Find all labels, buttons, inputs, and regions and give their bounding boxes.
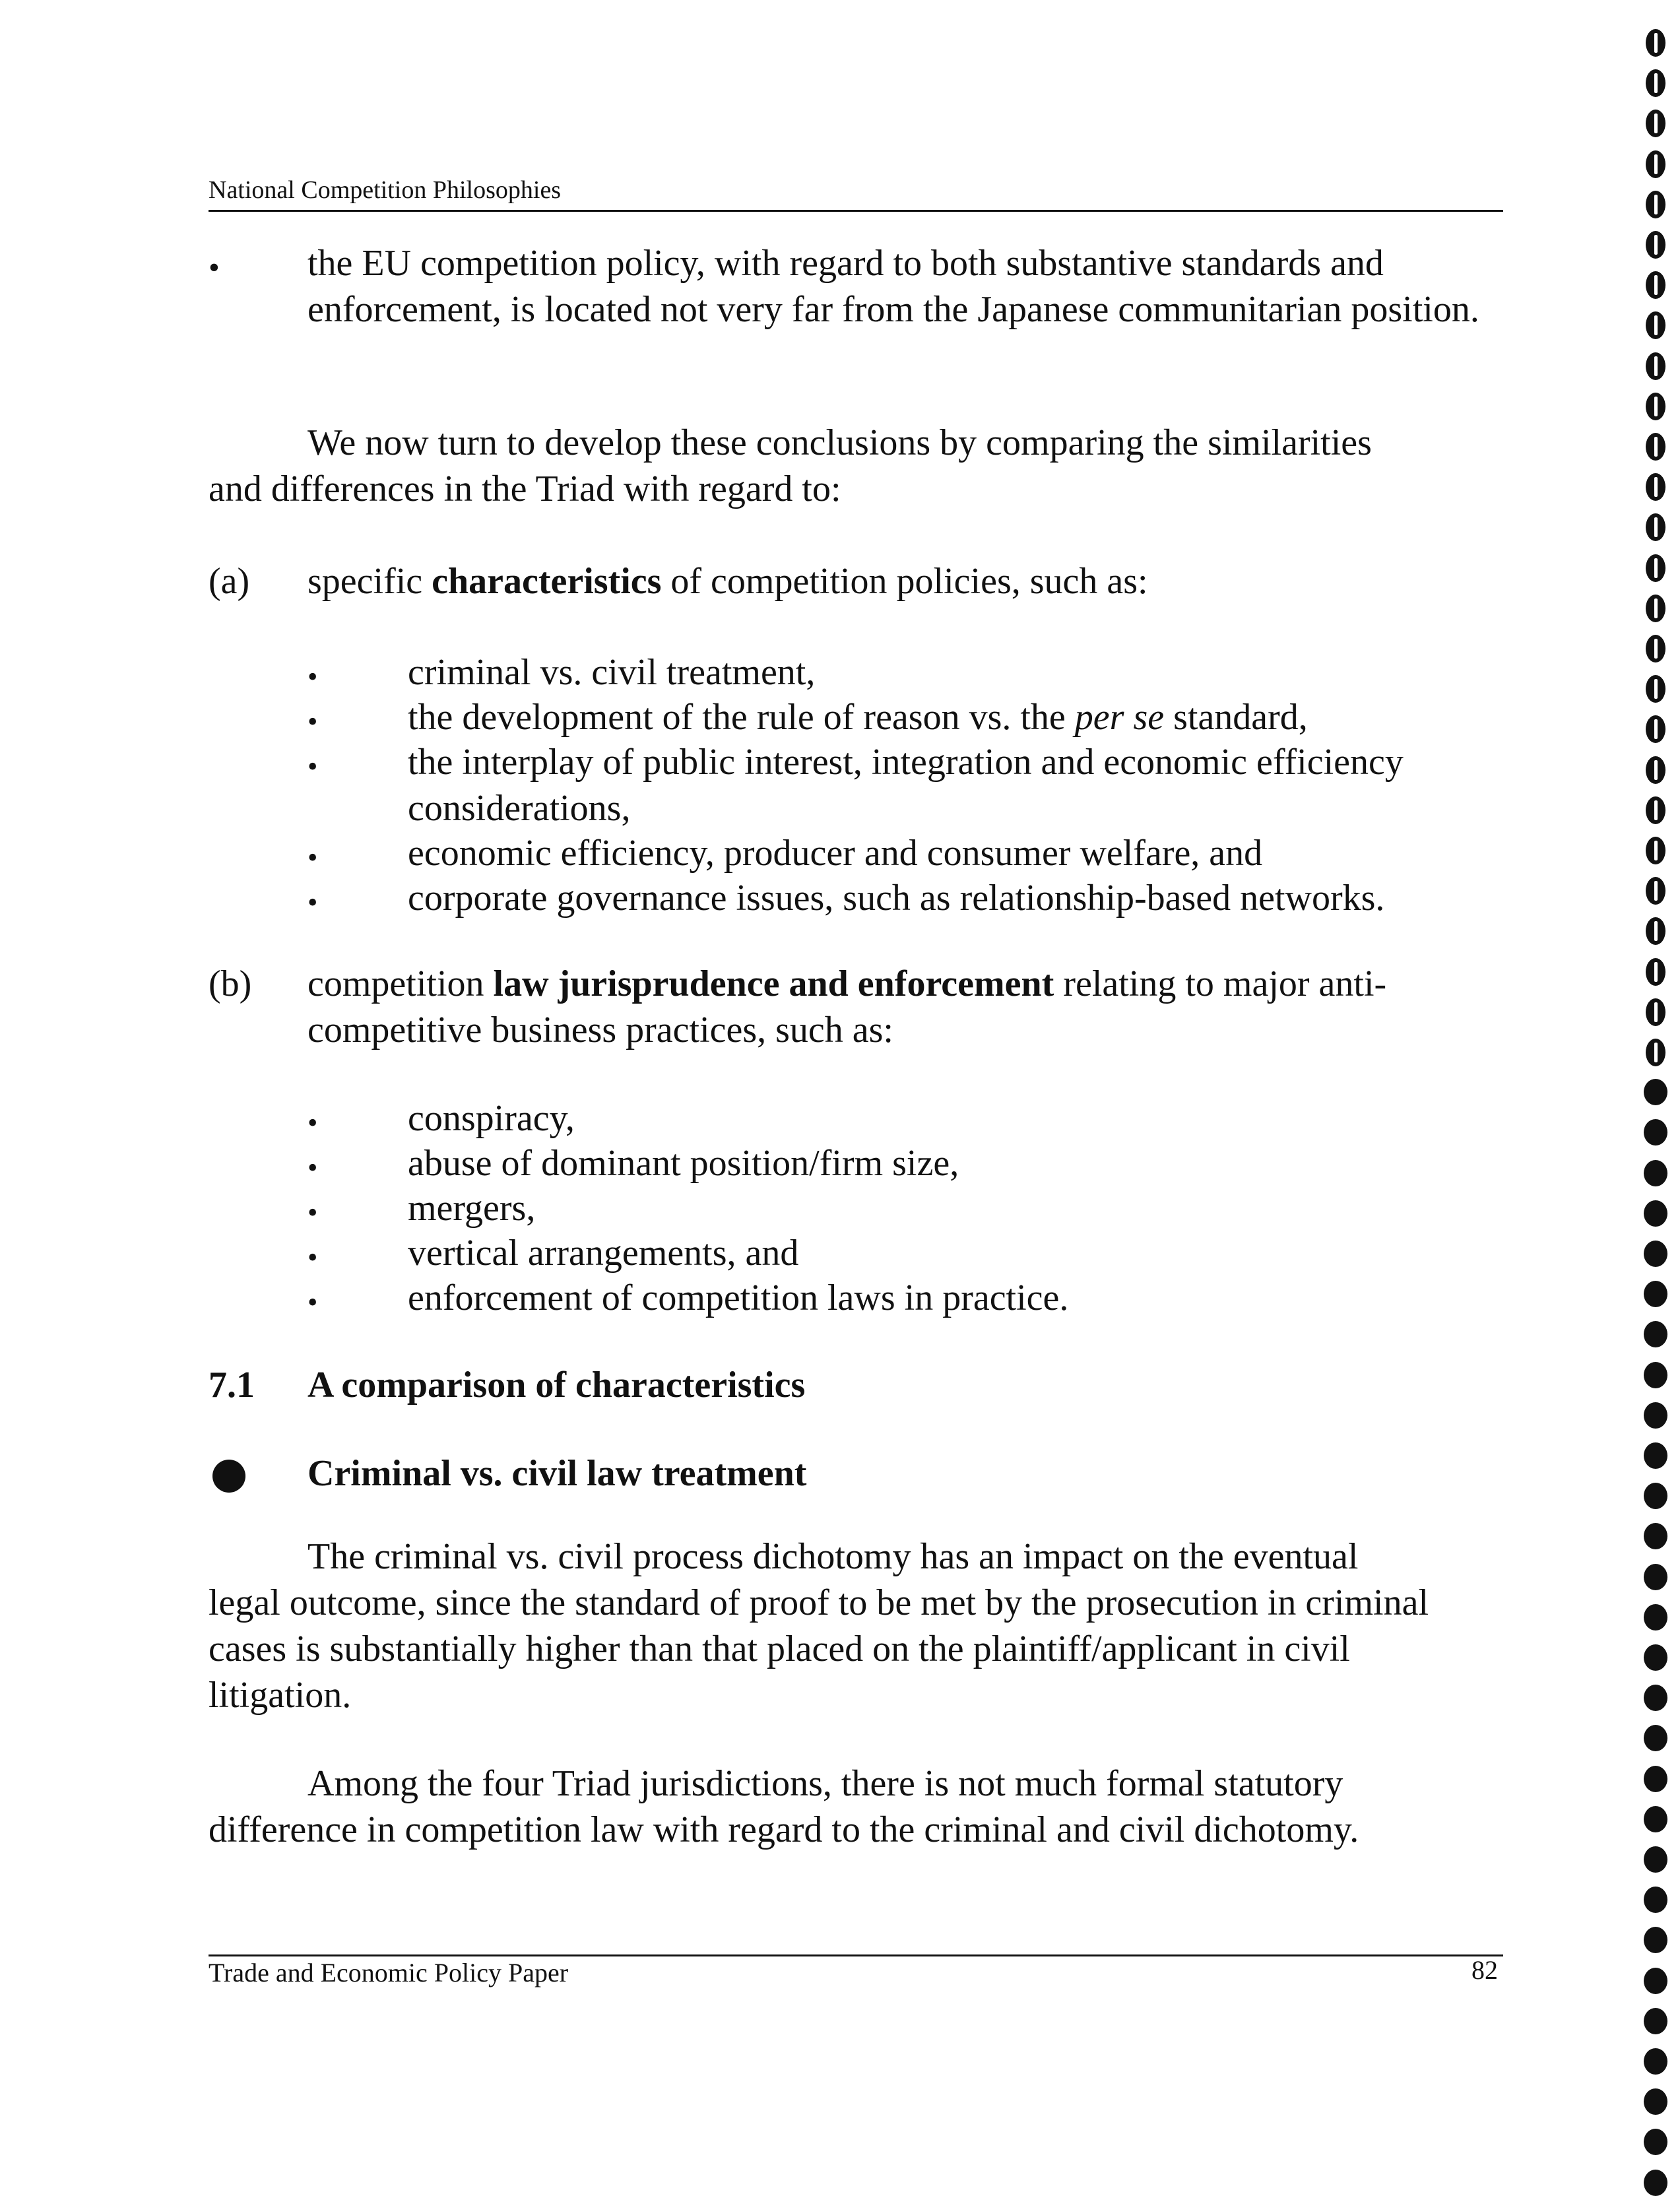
binding-hole-icon <box>1644 1402 1667 1429</box>
list-item: criminal vs. civil treatment, <box>408 652 816 693</box>
item-text-after: standard, <box>1164 697 1308 738</box>
item-text-italic: per se <box>1074 697 1165 738</box>
binding-hole-icon <box>1646 837 1665 864</box>
binding-hole-icon <box>1644 2129 1667 2155</box>
section-b-line1-post: relating to major anti- <box>1054 963 1387 1004</box>
list-item: abuse of dominant position/firm size, <box>408 1143 959 1184</box>
binding-hole-icon <box>1646 191 1665 218</box>
binding-hole-icon <box>1646 595 1665 622</box>
binding-hole-icon <box>1644 1362 1667 1388</box>
binding-hole-icon <box>1646 393 1665 420</box>
intro-bullet-text: the EU competition policy, with regard to both substantive standards and enforcement, is located not very far from the Japanese communitarian position. <box>307 243 1479 330</box>
binding-hole-icon <box>1644 1442 1667 1469</box>
list-item: enforcement of competition laws in practice. <box>408 1277 1069 1318</box>
bullet-marker: • <box>307 705 318 738</box>
section-b-bold: law jurisprudence and enforcement <box>493 963 1054 1004</box>
section-number: 7.1 <box>209 1365 255 1405</box>
bullet-marker: • <box>307 1286 318 1318</box>
binding-hole-icon <box>1644 1685 1667 1711</box>
bullet-marker: • <box>307 1107 318 1139</box>
section-a-post: of competition policies, such as: <box>661 561 1148 602</box>
binding-hole-icon <box>1644 1483 1667 1509</box>
section-b-intro <box>307 961 1495 1053</box>
binding-hole-icon <box>1644 1927 1667 1953</box>
binding-hole-icon <box>1646 110 1665 137</box>
binding-hole-icon <box>1644 1604 1667 1631</box>
binding-hole-icon <box>1646 1039 1665 1066</box>
paragraph-first-line: We now turn to develop these conclusions by comparing the similarities <box>307 422 1372 463</box>
binding-hole-icon <box>1646 917 1665 945</box>
binding-hole-icon <box>1646 796 1665 824</box>
binding-hole-icon <box>1644 1887 1667 1913</box>
list-item <box>408 694 1503 740</box>
binding-hole-icon <box>1644 1766 1667 1792</box>
list-label-a: (a) <box>209 561 250 602</box>
paragraph-rest: legal outcome, since the standard of proof to be met by the prosecution in criminal cases is substantially higher than that placed on the plaintiff/applicant in civil litigation. <box>209 1582 1429 1716</box>
binding-hole-icon <box>1646 231 1665 259</box>
binding-hole-icon <box>1646 352 1665 380</box>
binding-hole-icon <box>1646 271 1665 299</box>
binding-hole-icon <box>1646 69 1665 97</box>
binding-hole-icon <box>1644 1644 1667 1671</box>
paragraph-rest: and differences in the Triad with regard to: <box>209 468 841 509</box>
binding-hole-icon <box>1646 473 1665 501</box>
binding-hole-icon <box>1644 1241 1667 1267</box>
binding-hole-icon <box>1646 635 1665 662</box>
binding-hole-icon <box>1646 715 1665 743</box>
paragraph-similarities <box>209 420 1502 512</box>
paragraph-first-line: Among the four Triad jurisdictions, there is not much formal statutory <box>307 1763 1343 1804</box>
section-a-bold: characteristics <box>432 561 662 602</box>
binding-hole-icon <box>1646 433 1665 461</box>
footer-rule <box>209 1954 1503 1956</box>
bullet-marker: • <box>307 1196 318 1229</box>
binding-hole-icon <box>1644 1119 1667 1146</box>
section-b-line2: competitive business practices, such as: <box>307 1010 893 1050</box>
binding-hole-icon <box>1646 756 1665 784</box>
list-item: mergers, <box>408 1188 536 1229</box>
binding-hole-icon <box>1644 1968 1667 1994</box>
binding-hole-icon <box>1644 2008 1667 2034</box>
bullet-marker: • <box>307 886 318 919</box>
binding-hole-icon <box>1646 150 1665 178</box>
section-title: A comparison of characteristics <box>307 1365 806 1405</box>
binding-hole-icon <box>1644 1564 1667 1590</box>
binding-hole-icon <box>1644 1321 1667 1347</box>
list-item: the interplay of public interest, integration and economic efficiency considerations, <box>408 742 1404 829</box>
binding-hole-icon <box>1644 1523 1667 1549</box>
binding-hole-icon <box>1646 958 1665 986</box>
section-b-pre: competition <box>307 963 494 1004</box>
binding-hole-icon <box>1646 513 1665 541</box>
bullet-marker: • <box>307 750 318 783</box>
paragraph-first-line: The criminal vs. civil process dichotomy has an impact on the eventual <box>307 1536 1359 1577</box>
paragraph-dichotomy <box>209 1534 1502 1718</box>
item-text-before: the development of the rule of reason vs. the <box>408 697 1075 738</box>
binding-hole-icon <box>1644 1200 1667 1227</box>
list-item: corporate governance issues, such as relationship-based networks. <box>408 878 1385 919</box>
binding-hole-icon <box>1646 311 1665 339</box>
binding-hole-icon <box>1644 1079 1667 1105</box>
running-footer: Trade and Economic Policy Paper <box>209 1958 569 1987</box>
section-a-pre: specific <box>307 561 432 602</box>
binding-hole-icon <box>1646 877 1665 905</box>
subheading: Criminal vs. civil law treatment <box>307 1453 807 1494</box>
page-number: 82 <box>1471 1955 1498 1985</box>
bullet-marker: • <box>307 841 318 874</box>
binding-hole-icon <box>1644 1806 1667 1832</box>
binding-hole-icon <box>1646 554 1665 582</box>
binding-hole-icon <box>1644 1846 1667 1873</box>
bullet-marker: • <box>307 661 318 693</box>
list-label-b: (b) <box>209 963 252 1004</box>
binding-hole-icon <box>1646 998 1665 1026</box>
binding-hole-icon <box>1646 29 1665 57</box>
binding-hole-icon <box>1644 1281 1667 1307</box>
bullet-marker: • <box>307 1241 318 1274</box>
binding-hole-icon <box>1644 2048 1667 2075</box>
header-rule <box>209 210 1503 212</box>
binding-hole-icon <box>1644 2088 1667 2115</box>
running-header: National Competition Philosophies <box>209 176 562 204</box>
binding-hole-icon <box>1644 2170 1667 2196</box>
list-item: vertical arrangements, and <box>408 1233 799 1274</box>
paragraph-jurisdictions <box>209 1760 1502 1853</box>
binding-hole-icon <box>1646 675 1665 703</box>
list-item: economic efficiency, producer and consumer welfare, and <box>408 833 1263 874</box>
binding-hole-icon <box>1644 1160 1667 1186</box>
section-a-intro <box>307 558 1495 604</box>
binding-hole-icon <box>1644 1725 1667 1751</box>
paragraph-rest: difference in competition law with regard to the criminal and civil dichotomy. <box>209 1809 1359 1850</box>
bullet-marker: • <box>307 1151 318 1184</box>
list-item: conspiracy, <box>408 1098 575 1139</box>
bullet-dot-icon <box>212 1460 245 1493</box>
bullet-marker: • <box>209 250 220 285</box>
